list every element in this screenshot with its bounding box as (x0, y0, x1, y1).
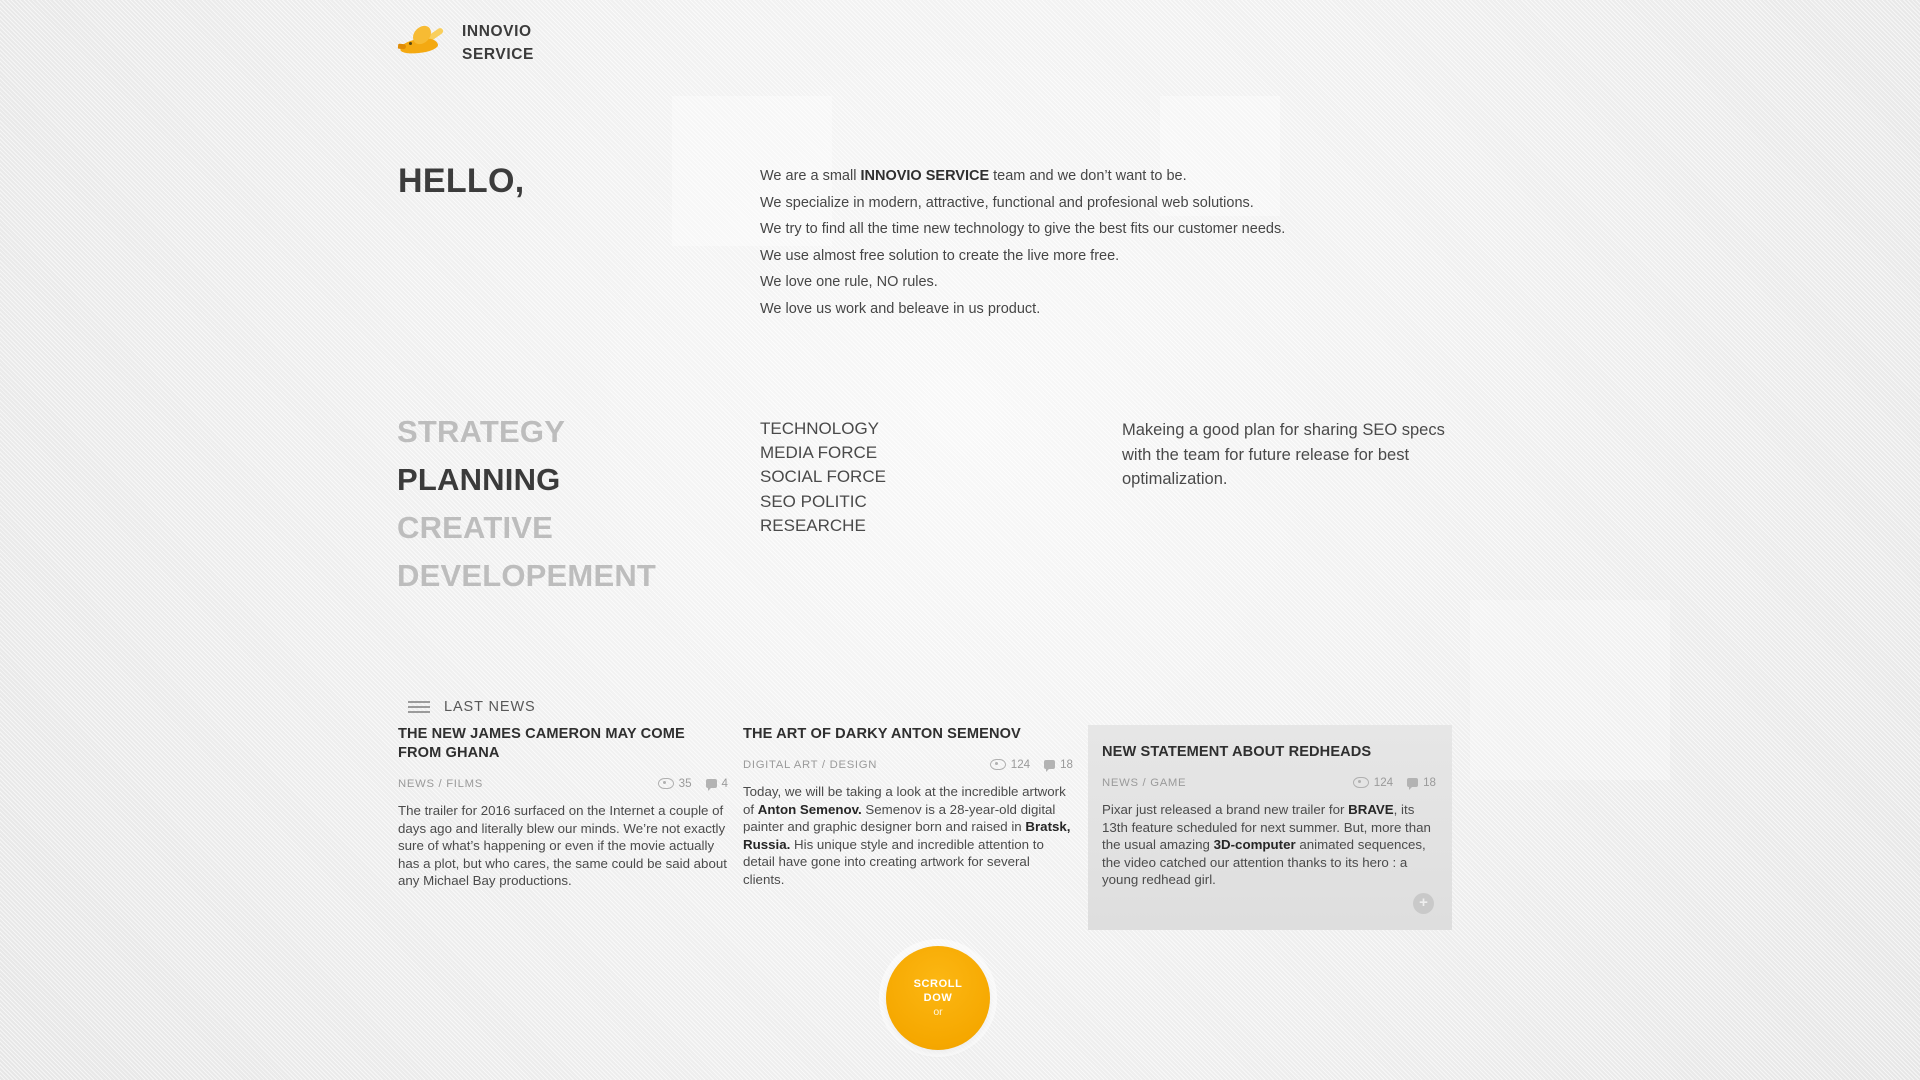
service-list[interactable] (760, 417, 886, 538)
brand-line-1: INNOVIO (462, 23, 532, 40)
scroll-down-line-1: SCROLL (913, 977, 963, 990)
eye-icon (1353, 777, 1369, 788)
news-card[interactable] (398, 725, 743, 930)
news-card-list (398, 725, 1476, 930)
hamburger-icon[interactable] (408, 701, 430, 713)
service-item-social-force[interactable]: SOCIAL FORCE (760, 467, 886, 487)
news-card[interactable] (743, 725, 1088, 930)
news-card-categories[interactable]: DIGITAL ART / DESIGN (743, 758, 878, 771)
scroll-down-button[interactable] (886, 946, 990, 1050)
news-card-views (658, 777, 692, 790)
scroll-down-line-2: DOW (923, 991, 953, 1004)
brand-line-2: SERVICE (462, 46, 534, 63)
news-card-featured[interactable] (1088, 725, 1452, 930)
comment-icon (1044, 760, 1055, 769)
news-card-meta (1102, 776, 1436, 789)
scroll-down-line-3: or (933, 1005, 943, 1018)
news-card-comments (706, 777, 728, 790)
news-card-comments (1407, 776, 1436, 789)
news-card-body: Today, we will be taking a look at the incredible artwork of Anton Semenov. Semenov is a 28-year-old digital painter and graphic designer born and raised in Bratsk, Russia. His unique style and incredible attention to detail have gone into creating artwork for several clients. (743, 784, 1071, 887)
background-panel (1470, 600, 1670, 780)
news-card-meta (398, 777, 728, 790)
intro-line: We use almost free solution to create the live more free. (760, 247, 1120, 264)
news-card-title[interactable]: THE NEW JAMES CAMERON MAY COME FROM GHANA (398, 726, 685, 761)
news-card-body: Pixar just released a brand new trailer for BRAVE, its 13th feature scheduled for next summer. But, more than the usual amazing 3D-computer animated sequences, the video catched our attention thanks to its hero : a young redhead girl. (1102, 802, 1431, 888)
intro-line: We love us work and beleave in us product. (760, 300, 1041, 317)
strategy-note: Makeing a good plan for sharing SEO specs with the team for future release for best optimalization. (1122, 421, 1445, 488)
intro-line: We try to find all the time new technology to give the best fits our customer needs. (760, 221, 1286, 237)
bird-logo-icon (398, 21, 444, 65)
strategy-step-developement[interactable]: DEVELOPEMENT (397, 558, 657, 593)
news-card-comments-count: 18 (1060, 758, 1073, 771)
news-card-comments-count: 18 (1423, 776, 1436, 789)
service-item-technology[interactable]: TECHNOLOGY (760, 419, 880, 438)
news-card-categories[interactable]: NEWS / GAME (1102, 776, 1187, 789)
news-card-title[interactable]: THE ART OF DARKY ANTON SEMENOV (743, 726, 1021, 742)
strategy-step-strategy[interactable]: STRATEGY (397, 414, 566, 449)
page-title: HELLO, (398, 162, 525, 200)
eye-icon (990, 759, 1006, 770)
service-item-seo-politic[interactable]: SEO POLITIC (760, 491, 867, 511)
strategy-step-creative[interactable]: CREATIVE (397, 510, 554, 545)
news-card-title[interactable]: NEW STATEMENT ABOUT REDHEADS (1102, 744, 1372, 760)
comment-icon (1407, 778, 1418, 787)
news-card-body: The trailer for 2016 surfaced on the Internet a couple of days ago and literally blew our minds. We’re not exactly sure of what’s happening or even if the movie actually has a plot, but who cares, the same could be said about any Michael Bay productions. (398, 803, 727, 889)
news-card-views (1353, 776, 1393, 789)
intro-paragraphs (760, 168, 1400, 327)
intro-line: We specialize in modern, attractive, functional and profesional web solutions. (760, 194, 1254, 211)
news-card-views-count: 35 (678, 777, 692, 790)
news-card-meta (743, 758, 1073, 771)
news-card-views-count: 124 (1010, 758, 1031, 771)
intro-line: We are a small INNOVIO SERVICE team and we don’t want to be. (760, 168, 1187, 184)
news-card-comments-count: 4 (721, 777, 728, 790)
service-item-media-force[interactable]: MEDIA FORCE (760, 443, 878, 463)
intro-line: We love one rule, NO rules. (760, 274, 938, 290)
strategy-steps[interactable] (397, 408, 656, 600)
news-card-views (990, 758, 1030, 771)
last-news-label: LAST NEWS (444, 699, 536, 715)
service-item-researche[interactable]: RESEARCHE (760, 515, 866, 535)
comment-icon (706, 779, 717, 788)
eye-icon (658, 778, 674, 789)
last-news-header[interactable] (408, 699, 536, 715)
news-card-categories[interactable]: NEWS / FILMS (398, 777, 483, 790)
news-card-views-count: 124 (1373, 776, 1394, 789)
brand-name (462, 20, 534, 66)
news-card-comments (1044, 758, 1073, 771)
strategy-step-planning[interactable]: PLANNING (397, 462, 561, 497)
site-header[interactable] (398, 20, 534, 66)
read-more-plus-icon[interactable]: + (1413, 893, 1434, 914)
